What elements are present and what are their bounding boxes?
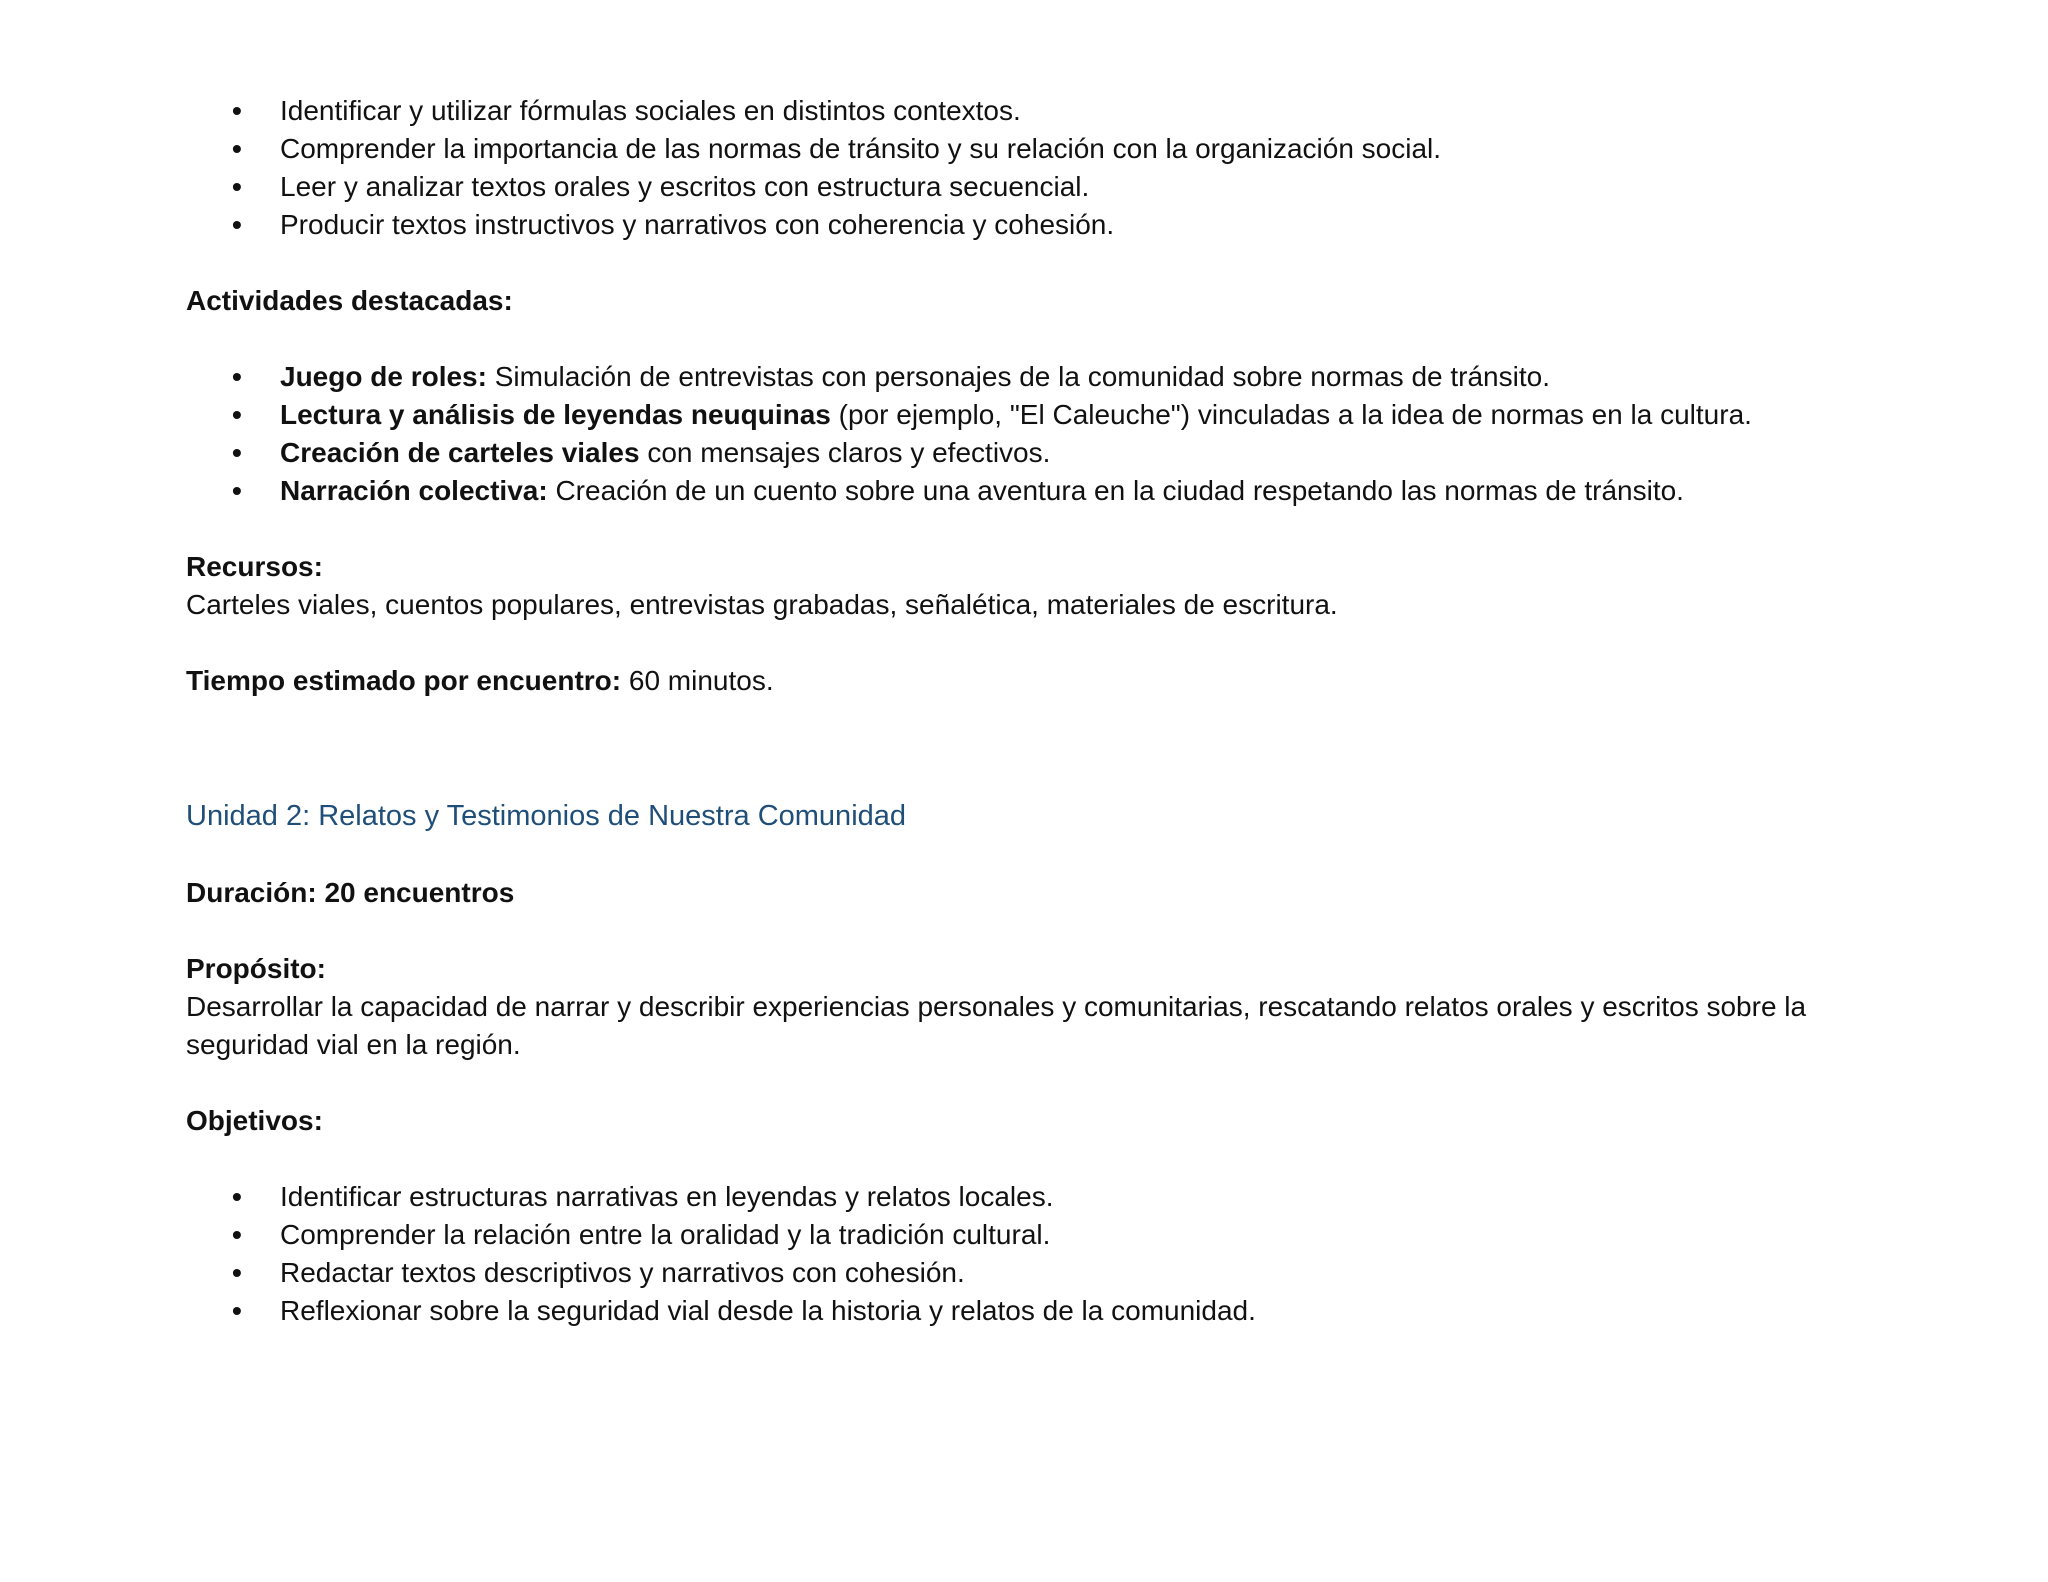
list-item-text: Identificar estructuras narrativas en leyendas y relatos locales. [280, 1181, 1054, 1212]
bullet-icon: • [232, 95, 242, 126]
time-label: Tiempo estimado por encuentro: [186, 665, 622, 696]
purpose-label: Propósito: [186, 953, 326, 984]
list-item [186, 434, 1886, 472]
list-item-text: Comprender la relación entre la oralidad y la tradición cultural. [280, 1219, 1051, 1250]
list-item [186, 130, 1886, 168]
list-item [186, 206, 1886, 244]
bullet-icon: • [232, 1295, 242, 1326]
activity-text: con mensajes claros y efectivos. [639, 437, 1051, 468]
bullet-icon: • [232, 209, 242, 240]
bullet-icon: • [232, 1219, 242, 1250]
list-item-text: Reflexionar sobre la seguridad vial desde la historia y relatos de la comunidad. [280, 1295, 1256, 1326]
time-value: 60 minutos. [621, 665, 774, 696]
bullet-icon: • [232, 399, 242, 430]
bullet-icon: • [232, 133, 242, 164]
unit2-duration: Duración: 20 encuentros [186, 877, 515, 908]
activities-list [186, 358, 1886, 510]
list-item-text: Leer y analizar textos orales y escritos con estructura secuencial. [280, 171, 1090, 202]
resources-label: Recursos: [186, 551, 323, 582]
list-item-text: Identificar y utilizar fórmulas sociales en distintos contextos. [280, 95, 1021, 126]
list-item [186, 92, 1886, 130]
bullet-icon: • [232, 475, 242, 506]
bullet-icon: • [232, 1181, 242, 1212]
resources-text: Carteles viales, cuentos populares, entrevistas grabadas, señalética, materiales de escritura. [186, 589, 1338, 620]
bullet-icon: • [232, 171, 242, 202]
activity-text: (por ejemplo, "El Caleuche") vinculadas a la idea de normas en la cultura. [830, 399, 1752, 430]
list-item [186, 1254, 1886, 1292]
list-item-text: Comprender la importancia de las normas de tránsito y su relación con la organización social. [280, 133, 1442, 164]
list-item-text: Producir textos instructivos y narrativos con coherencia y cohesión. [280, 209, 1115, 240]
objectives-label: Objetivos: [186, 1105, 323, 1136]
bullet-icon: • [232, 437, 242, 468]
activity-title: Lectura y análisis de leyendas neuquinas [280, 399, 831, 430]
list-item [186, 358, 1886, 396]
document-content [186, 92, 1886, 1330]
activity-title: Juego de roles: [280, 361, 487, 392]
list-item [186, 1292, 1886, 1330]
list-item [186, 1178, 1886, 1216]
unit2-heading: Unidad 2: Relatos y Testimonios de Nuestra Comunidad [186, 800, 907, 832]
activity-title: Narración colectiva: [280, 475, 548, 506]
list-item [186, 396, 1886, 434]
list-item [186, 168, 1886, 206]
bullet-icon: • [232, 1257, 242, 1288]
list-item-text: Redactar textos descriptivos y narrativos con cohesión. [280, 1257, 965, 1288]
bullet-icon: • [232, 361, 242, 392]
list-item [186, 1216, 1886, 1254]
list-item [186, 472, 1886, 510]
unit1-objectives-list [186, 92, 1886, 244]
unit2-objectives-list [186, 1178, 1886, 1330]
activities-label: Actividades destacadas: [186, 285, 513, 316]
time-estimate [186, 662, 1886, 700]
activity-title: Creación de carteles viales [280, 437, 640, 468]
purpose-text: Desarrollar la capacidad de narrar y describir experiencias personales y comunitarias, rescatando relatos orales y escritos sobre la seguridad vial en la región. [186, 991, 1807, 1060]
activity-text: Simulación de entrevistas con personajes de la comunidad sobre normas de tránsito. [486, 361, 1550, 392]
activity-text: Creación de un cuento sobre una aventura en la ciudad respetando las normas de tránsito. [547, 475, 1684, 506]
